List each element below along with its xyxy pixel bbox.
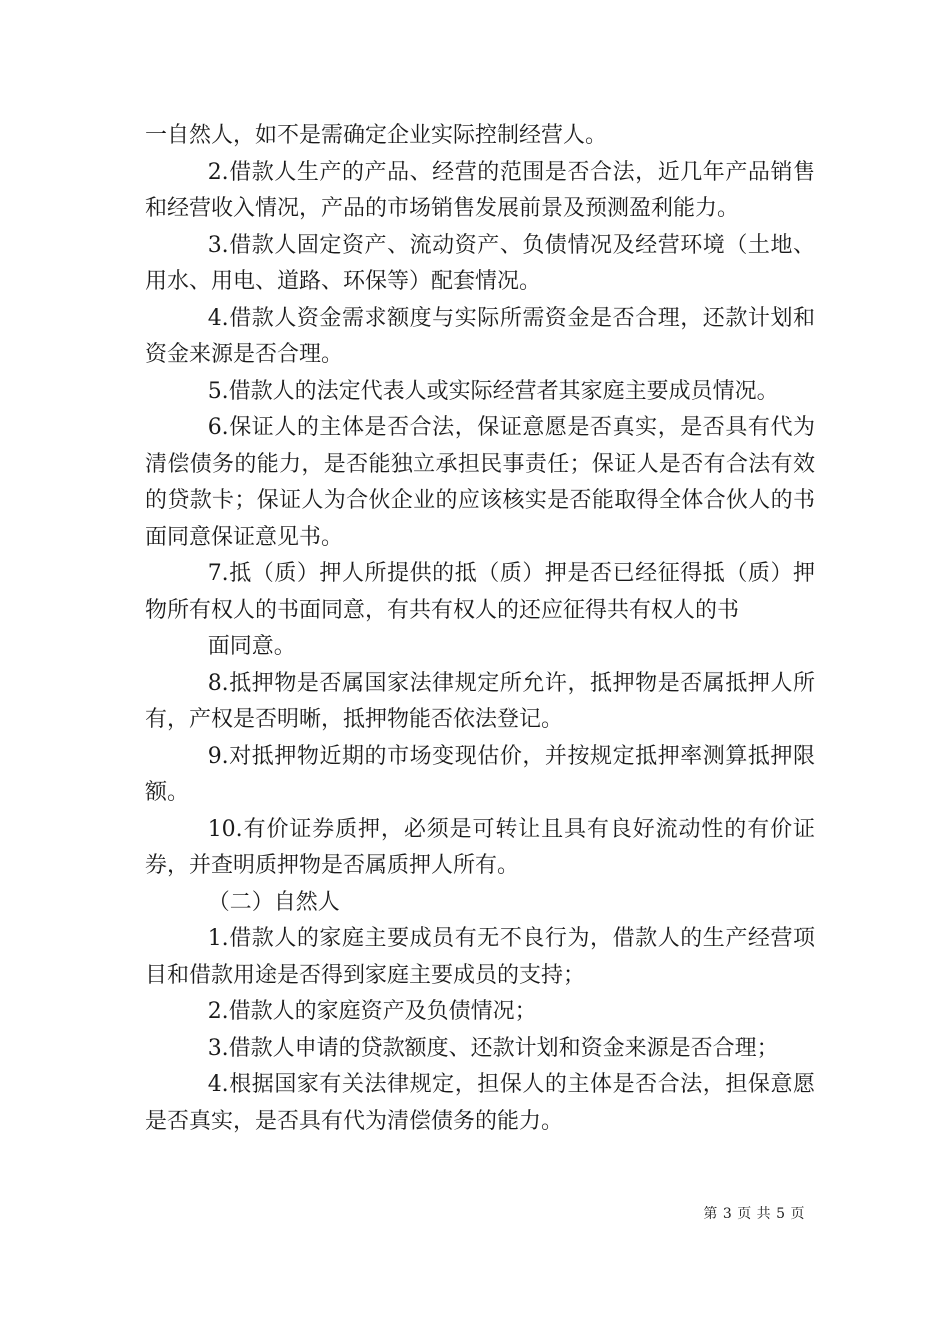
- paragraph: 5.借款人的法定代表人或实际经营者其家庭主要成员情况。: [207, 378, 779, 404]
- document-body: [145, 118, 815, 1140]
- paragraph: 3.借款人固定资产、流动资产、负债情况及经营环境（土地、用水、用电、道路、环保等）配套情况。: [145, 232, 815, 294]
- paragraph: 4.根据国家有关法律规定，担保人的主体是否合法，担保意愿是否真实，是否具有代为清偿债务的能力。: [145, 1072, 815, 1134]
- paragraph: 9.对抵押物近期的市场变现估价，并按规定抵押率测算抵押限额。: [145, 743, 815, 805]
- paragraph: 6.保证人的主体是否合法，保证意愿是否真实，是否具有代为清偿债务的能力，是否能独立承担民事责任；保证人是否有合法有效的贷款卡；保证人为合伙企业的应该核实是否能取得全体合伙人的书面同意保证意见书。: [145, 415, 815, 550]
- paragraph: 面同意。: [207, 634, 296, 659]
- paragraph: 1.借款人的家庭主要成员有无不良行为，借款人的生产经营项目和借款用途是否得到家庭主要成员的支持；: [145, 926, 815, 988]
- paragraph: 8.抵押物是否属国家法律规定所允许，抵押物是否属抵押人所有，产权是否明晰，抵押物能否依法登记。: [145, 670, 815, 732]
- paragraph: 3.借款人申请的贷款额度、还款计划和资金来源是否合理；: [207, 1035, 779, 1061]
- section-heading: （二）自然人: [207, 889, 340, 915]
- paragraph: 4.借款人资金需求额度与实际所需资金是否合理，还款计划和资金来源是否合理。: [145, 305, 815, 367]
- paragraph: 一自然人，如不是需确定企业实际控制经营人。: [145, 123, 608, 148]
- paragraph: 2.借款人的家庭资产及负债情况；: [207, 999, 537, 1024]
- paragraph: 2.借款人生产的产品、经营的范围是否合法，近几年产品销售和经营收入情况，产品的市场销售发展前景及预测盈利能力。: [145, 159, 815, 221]
- paragraph: 7.抵（质）押人所提供的抵（质）押是否已经征得抵（质）押物所有权人的书面同意，有共有权人的还应征得共有权人的书: [145, 561, 815, 623]
- page-number: 第 3 页 共 5 页: [703, 1206, 805, 1222]
- paragraph: 10.有价证券质押，必须是可转让且具有良好流动性的有价证券，并查明质押物是否属质押人所有。: [145, 816, 815, 878]
